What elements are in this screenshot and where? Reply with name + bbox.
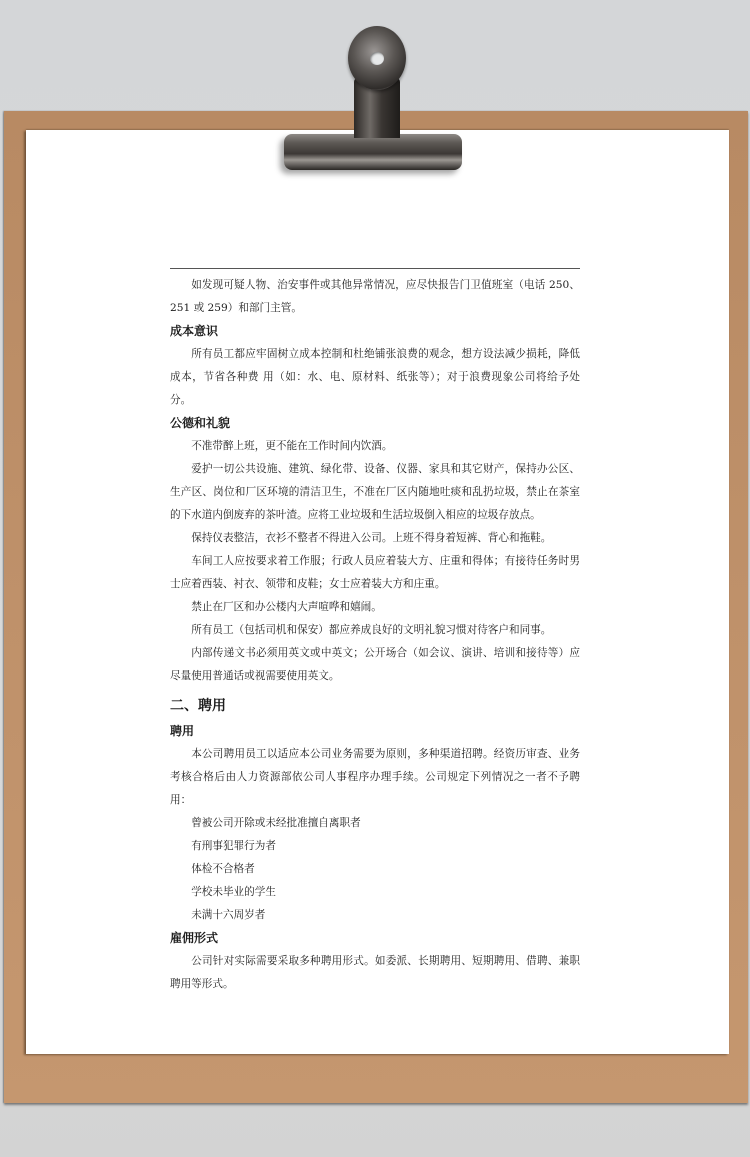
chapter-title: 二、聘用: [170, 698, 226, 714]
clip-jaw: [284, 134, 462, 170]
paragraph: 保持仪表整洁，衣衫不整者不得进入公司。上班不得身着短裤、背心和拖鞋。: [191, 532, 552, 544]
intro-paragraph: 如发现可疑人物、治安事件或其他异常情况，应尽快报告门卫值班室（电话 250、251 或 259）和部门主管。: [170, 279, 580, 314]
list-item: 曾被公司开除或未经批准擅自离职者: [191, 817, 361, 829]
list-item: 有刑事犯罪行为者: [191, 840, 276, 852]
paragraph: 禁止在厂区和办公楼内大声喧哗和嬉闹。: [191, 601, 382, 613]
paragraph: 不准带醉上班，更不能在工作时间内饮酒。: [191, 440, 393, 452]
section-heading-cost: 成本意识: [170, 324, 219, 338]
list-item: 体检不合格者: [191, 863, 255, 875]
section-heading-hiring: 聘用: [170, 724, 195, 738]
header-rule: [170, 268, 580, 269]
paragraph: 本公司聘用员工以适应本公司业务需要为原则，多种渠道招聘。经资历审查、业务考核合格后由人力资源部依公司人事程序办理手续。公司规定下列情况之一者不予聘用：: [170, 748, 580, 806]
clip-hole: [370, 52, 384, 65]
paragraph: 内部传递文书必须用英文或中英文；公开场合（如会议、演讲、培训和接待等）应尽量使用普通话或视需要使用英文。: [170, 647, 580, 682]
list-item: 学校未毕业的学生: [191, 886, 276, 898]
paragraph: 公司针对实际需要采取多种聘用形式。如委派、长期聘用、短期聘用、借聘、兼职聘用等形式。: [170, 955, 580, 990]
section-heading-etiquette: 公德和礼貌: [170, 416, 231, 430]
paragraph: 所有员工（包括司机和保安）都应养成良好的文明礼貌习惯对待客户和同事。: [191, 624, 552, 636]
section-heading-employment-forms: 雇佣形式: [170, 931, 219, 945]
document-body: [170, 268, 580, 996]
paragraph: 所有员工都应牢固树立成本控制和杜绝铺张浪费的观念，想方设法减少损耗，降低成本，节省各种费 用（如：水、电、原材料、纸张等）；对于浪费现象公司将给予处分。: [170, 348, 580, 406]
paragraph: 车间工人应按要求着工作服；行政人员应着装大方、庄重和得体；有接待任务时男士应着西装、衬衣、领带和皮鞋；女士应着装大方和庄重。: [170, 555, 580, 590]
binder-clip-icon: [284, 22, 464, 172]
list-item: 未满十六周岁者: [191, 909, 266, 921]
paragraph: 爱护一切公共设施、建筑、绿化带、设备、仪器、家具和其它财产，保持办公区、生产区、岗位和厂区环境的清洁卫生，不准在厂区内随地吐痰和乱扔垃圾，禁止在茶室的下水道内倒废弃的茶叶渣。应将工业垃圾和生活垃圾倒入相应的垃圾存放点。: [170, 463, 580, 521]
